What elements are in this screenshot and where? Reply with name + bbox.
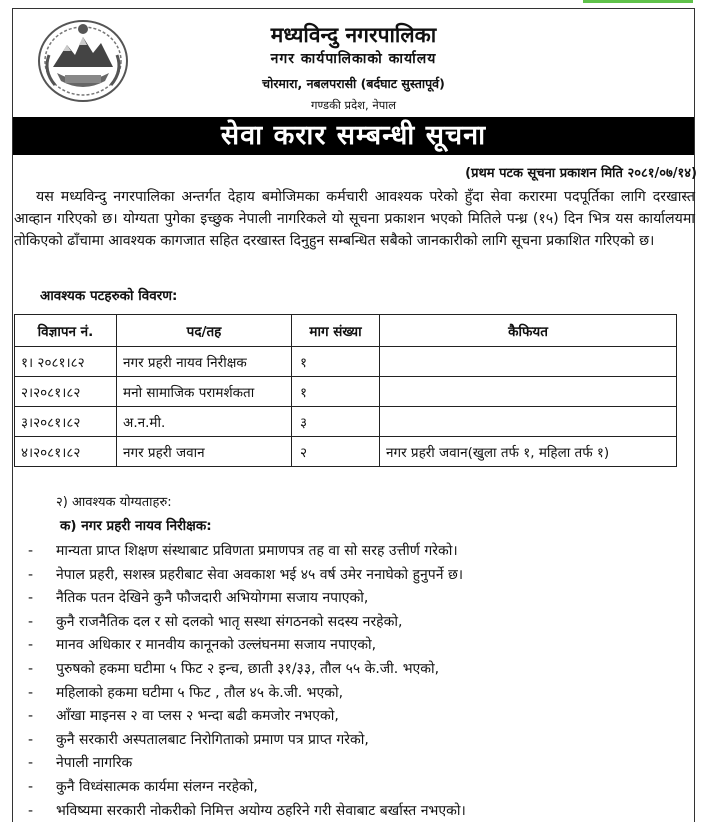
requirement-text: महिलाको हकमा घटीमा ५ फिट , तौल ४५ के.जी. भएको, <box>56 684 344 701</box>
list-item: - नैतिक पतन देखिने कुनै फौजदारी अभियोगमा सजाय नपाएको, <box>28 590 369 607</box>
province-line: गण्डकी प्रदेश, नेपाल <box>310 98 397 112</box>
cell-demand: १ <box>292 347 380 377</box>
requirement-text: कुनै राजनैतिक दल र सो दलको भातृ सस्था संगठनको सदस्य नरहेको, <box>56 613 403 630</box>
office-address: चोरमारा, नबलपरासी (बर्दघाट सुस्तापूर्व) <box>262 76 445 91</box>
qualifications-subheading: क) नगर प्रहरी नायव निरीक्षक: <box>60 518 212 534</box>
qualifications-heading: २) आवश्यक योग्यताहरु: <box>56 495 172 510</box>
list-item: - भविष्यमा सरकारी नोकरीको निमित्त अयोग्य ठहरिने गरी सेवाबाट बर्खास्त नभएको। <box>28 802 466 819</box>
requirement-text: कुनै सरकारी अस्पतालबाट निरोगिताको प्रमाण पत्र प्राप्त गरेको, <box>56 731 369 748</box>
header-demand: माग संख्या <box>292 315 380 347</box>
cell-position: नगर प्रहरी नायव निरीक्षक <box>117 347 292 377</box>
cell-position: मनो सामाजिक परामर्शकता <box>117 377 292 407</box>
table-row <box>15 437 677 467</box>
requirement-text: भविष्यमा सरकारी नोकरीको निमित्त अयोग्य ठहरिने गरी सेवाबाट बर्खास्त नभएको। <box>56 802 466 819</box>
cell-demand: २ <box>292 437 380 467</box>
list-item: - मानव अधिकार र मानवीय कानूनको उल्लंघनमा सजाय नपाएको, <box>28 637 377 654</box>
table-row <box>15 407 677 437</box>
cell-demand: ३ <box>292 407 380 437</box>
table-row <box>15 377 677 407</box>
requirement-text: नैतिक पतन देखिने कुनै फौजदारी अभियोगमा सजाय नपाएको, <box>56 590 369 607</box>
header-ad-number: विज्ञापन नं. <box>15 315 117 347</box>
header-remarks: कैफियत <box>380 315 677 347</box>
cell-ad-number: २।२०८१।८२ <box>15 377 117 407</box>
list-item: - आँखा माइनस २ वा प्लस २ भन्दा बढी कमजोर नभएको, <box>28 708 339 725</box>
cell-remarks <box>380 407 677 437</box>
list-item: - महिलाको हकमा घटीमा ५ फिट , तौल ४५ के.जी. भएको, <box>28 684 344 701</box>
cell-demand: १ <box>292 377 380 407</box>
publish-date: (प्रथम पटक सूचना प्रकाशन मिति २०८१/०७/१४) <box>465 166 697 181</box>
list-item: - नेपाली नागरिक <box>28 755 133 772</box>
list-item: - कुनै राजनैतिक दल र सो दलको भातृ सस्था संगठनको सदस्य नरहेको, <box>28 613 403 630</box>
requirement-text: पुरुषको हकमा घटीमा ५ फिट २ इन्च, छाती ३१/३३, तौल ५५ के.जी. भएको, <box>56 660 440 677</box>
cell-position: अ.न.मी. <box>117 407 292 437</box>
list-item: - मान्यता प्राप्त शिक्षण संस्थाबाट प्रविणता प्रमाणपत्र तह वा सो सरह उत्तीर्ण गरेको। <box>28 543 458 559</box>
list-item: - पुरुषको हकमा घटीमा ५ फिट २ इन्च, छाती ३१/३३, तौल ५५ के.जी. भएको, <box>28 660 440 677</box>
requirement-text: नेपाल प्रहरी, सशस्त्र प्रहरीबाट सेवा अवकाश भई ४५ वर्ष उमेर ननाघेको हुनुपर्ने छ। <box>56 566 464 583</box>
cell-ad-number: १। २०८१।८२ <box>15 347 117 377</box>
requirements-list <box>14 540 466 823</box>
list-item: - कुनै विध्वंसात्मक कार्यमा संलग्न नरहेको, <box>28 778 258 795</box>
cell-position: नगर प्रहरी जवान <box>117 437 292 467</box>
cell-ad-number: ४।२०८१।८२ <box>15 437 117 467</box>
table-header-row <box>15 315 677 347</box>
notice-title: सेवा करार सम्बन्धी सूचना <box>13 117 694 155</box>
header-position: पद/तह <box>117 315 292 347</box>
positions-heading: आवश्यक पटहरुको विवरण: <box>40 288 178 304</box>
municipality-name: मध्यविन्दु नगरपालिका <box>270 23 437 47</box>
office-name: नगर कार्यपालिकाको कार्यालय <box>270 51 437 67</box>
list-item: - कुनै सरकारी अस्पतालबाट निरोगिताको प्रमाण पत्र प्राप्त गरेको, <box>28 731 369 748</box>
cell-remarks: नगर प्रहरी जवान(खुला तर्फ १, महिला तर्फ १) <box>380 437 677 467</box>
requirement-text: आँखा माइनस २ वा प्लस २ भन्दा बढी कमजोर नभएको, <box>56 708 339 725</box>
letterhead <box>13 9 694 117</box>
notice-body: यस मध्यविन्दु नगरपालिका अन्तर्गत देहाय बमोजिमका कर्मचारी आवश्यक परेको हुँदा सेवा करारमा पदपूर्तिका लागि दरखास्त आव्हान गरिएको छ। योग्यता पुगेका इच्छुक नेपाली नागरिकले यो सूचना प्रकाशन भएको मितिले पन्ध्र (१५) दिन भित्र यस कार्यालयमा तोकिएको ढाँचामा आवश्यक कागजात सहित दरखास्त दिनुहुन सम्बन्धित सबैको जानकारीको लागि सूचना प्रकाशित गरिएको छ। <box>14 189 695 249</box>
list-item: - नेपाल प्रहरी, सशस्त्र प्रहरीबाट सेवा अवकाश भई ४५ वर्ष उमेर ननाघेको हुनुपर्ने छ। <box>28 566 464 583</box>
cell-remarks <box>380 347 677 377</box>
cell-remarks <box>380 377 677 407</box>
top-accent-bar <box>583 0 693 3</box>
requirement-text: मान्यता प्राप्त शिक्षण संस्थाबाट प्रविणता प्रमाणपत्र तह वा सो सरह उत्तीर्ण गरेको। <box>56 543 458 559</box>
positions-table <box>14 314 677 467</box>
table-row <box>15 347 677 377</box>
requirement-text: कुनै विध्वंसात्मक कार्यमा संलग्न नरहेको, <box>56 778 258 795</box>
requirement-text: नेपाली नागरिक <box>56 755 133 772</box>
cell-ad-number: ३।२०८१।८२ <box>15 407 117 437</box>
requirement-text: मानव अधिकार र मानवीय कानूनको उल्लंघनमा सजाय नपाएको, <box>56 637 377 654</box>
